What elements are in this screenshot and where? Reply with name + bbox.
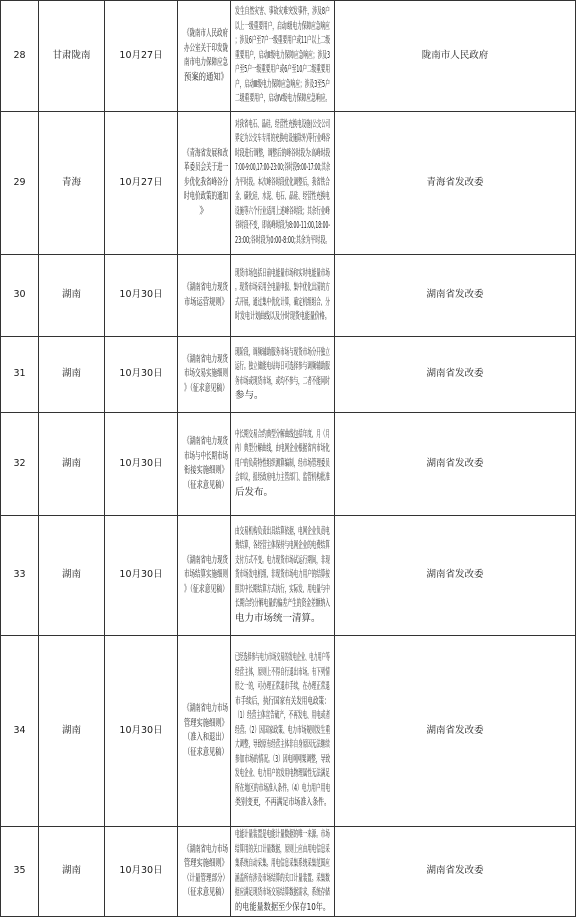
policy-content-cell xyxy=(231,1,335,112)
policy-content-cell xyxy=(231,636,335,827)
policy-content-line: 谷时段不变，即高峰时段为8:00-11:00,18:00- xyxy=(235,220,330,232)
policy-name-line: 《陇南市人民政府 xyxy=(184,28,229,39)
policy-name-line: 《青海省发展和改 xyxy=(184,147,229,159)
policy-name-cell xyxy=(178,636,231,827)
date-cell: 10月30日 xyxy=(105,636,178,827)
table-row xyxy=(1,112,576,255)
policy-name-cell xyxy=(178,516,231,636)
policy-name-line: （计量管理部分） xyxy=(184,872,229,884)
policy-content-line: 所在地区的市场准入条件。（4）电力用户用电 xyxy=(235,782,331,794)
policy-content-cell xyxy=(231,255,335,337)
policy-name-line: 》（征求意见稿） xyxy=(184,583,229,595)
date-cell: 10月30日 xyxy=(105,413,178,516)
policy-content-line: 户，启动Ⅲ级电力保障应急响应；涉及3至5户 xyxy=(235,78,330,90)
policy-content-line: 支付方式不变。电力现货市场试运行期间，非现 xyxy=(235,554,330,566)
policy-name-line: 办公室关于印发陇 xyxy=(184,42,229,54)
policy-name-cell xyxy=(178,337,231,413)
region-cell: 青海 xyxy=(39,112,105,255)
policy-content-line: 运行。独立储能电站每日可选择参与调频辅助服 xyxy=(235,361,330,372)
policy-content-line: 23:00;谷时段为0:00-8:00;其余为平时段。 xyxy=(235,234,331,246)
row-number-cell: 35 xyxy=(1,827,39,917)
policy-content-line: 长期合约分解电量的偏差产生的资金差额纳入 xyxy=(235,598,331,610)
policy-content-line: 据应满足现货市场交易结算数据需求，系统存储 xyxy=(235,887,330,898)
policy-content-line: 参与。 xyxy=(235,390,264,401)
policy-name-line: 市场结算实施细则 xyxy=(184,569,229,581)
table-row xyxy=(1,255,576,337)
policy-name-line: 《湖南省电力现货 xyxy=(184,554,229,566)
policy-name-line: 管理实施细则》 xyxy=(184,858,228,869)
policy-name-cell xyxy=(178,1,231,112)
issuer-cell: 青海省发改委 xyxy=(335,112,576,255)
policy-content-line: 户至5户一级重要用户或6户至10户二级重要用 xyxy=(235,64,331,76)
policy-content-line: 重要用户，启动Ⅱ级电力保障应急响应；涉及3 xyxy=(235,49,331,61)
policy-name-line: 市场与中长期市场 xyxy=(184,450,229,462)
policy-name-line: 《湖南省电力市场 xyxy=(184,843,229,855)
policy-content-line: 以上一级重要用户，启动Ⅰ级电力保障应急响应 xyxy=(235,20,330,32)
policy-content-line: 现阶段，调频辅助服务市场与现货市场分开独立 xyxy=(235,346,330,358)
table-row xyxy=(1,516,576,636)
policy-name-line: （准入和退出） xyxy=(184,732,228,743)
policy-content-line: 7:00-9:00,17:00-23:00;谷时段9:00-17:00;其余 xyxy=(235,162,331,174)
policy-name-line: 革委员会关于进一 xyxy=(184,162,229,174)
policy-name-line: 管理实施细则》 xyxy=(184,717,228,729)
policy-content-line: 后发布。 xyxy=(235,486,274,498)
policy-content-line: 费结算，各经营主体保持与电网企业的电费结算 xyxy=(235,540,330,552)
policy-name-cell xyxy=(178,112,231,255)
policy-content-cell xyxy=(231,413,335,516)
policy-content-line: 涵盖所有涉及市场结算的关口计量装置。采集数 xyxy=(235,872,330,884)
date-cell: 10月30日 xyxy=(105,827,178,917)
policy-content-line: 货市场发电机组、非现货市场电力用户的结算按 xyxy=(235,569,330,581)
policy-name-cell xyxy=(178,413,231,516)
policy-content-line: 。现货市场采用全电量申报、集中优化出清的方 xyxy=(235,282,330,293)
policy-name-cell xyxy=(178,827,231,917)
date-cell: 10月27日 xyxy=(105,112,178,255)
policy-content-line: 设施等六个行业适用上述峰谷时段；其余行业峰 xyxy=(235,205,330,217)
issuer-cell: 湖南省发改委 xyxy=(335,413,576,516)
policy-content-line: 现货市场包括日前电能量市场和实时电能量市场 xyxy=(235,267,330,279)
row-number-cell: 30 xyxy=(1,255,39,337)
policy-name-line: 市场运营规则》 xyxy=(184,296,228,308)
issuer-cell: 湖南省发改委 xyxy=(335,636,576,827)
policy-content-cell xyxy=(231,337,335,413)
policy-name-line: （征求意见稿） xyxy=(184,746,228,758)
policy-name-line: 》 xyxy=(199,205,209,217)
row-number-cell: 32 xyxy=(1,413,39,516)
row-number-cell: 29 xyxy=(1,112,39,255)
policy-content-line: 发生自然灾害、事故灾难突发事件，涉及8户 xyxy=(235,6,330,18)
policy-content-line: 结算用的关口计量数据，原则上应由用电信息采 xyxy=(235,843,330,855)
policy-content-line: 形之一的，可办理正常退市手续，在办理正常退 xyxy=(235,681,330,693)
policy-content-line: 已经选择参与电力市场交易的发电企业、电力用户等 xyxy=(235,652,330,664)
policy-content-line: 对我省电石、晶硅、经营性充换电设施(公交公司 xyxy=(235,118,331,130)
policy-content-line: 金、碳化硅、水泥、电石、晶硅、经营性充换电 xyxy=(235,191,330,203)
issuer-cell: 湖南省发改委 xyxy=(335,255,576,337)
policy-content-line: 发电企业、电力用户的发用电物理属性无法满足 xyxy=(235,768,330,780)
date-cell: 10月30日 xyxy=(105,337,178,413)
policy-content-line: 时发电计划曲线以及分时现货电能量价格。 xyxy=(235,311,330,322)
region-cell: 湖南 xyxy=(39,516,105,636)
policy-name-line: 》（征求意见稿） xyxy=(184,382,229,394)
issuer-cell: 陇南市人民政府 xyxy=(335,1,576,112)
policy-name-line: 预案的通知》 xyxy=(184,71,229,83)
row-number-cell: 31 xyxy=(1,337,39,413)
row-number-cell: 28 xyxy=(1,1,39,112)
policy-table-body xyxy=(1,1,576,917)
policy-name-line: （征求意见稿） xyxy=(184,887,228,898)
date-cell: 10月27日 xyxy=(105,1,178,112)
region-cell: 湖南 xyxy=(39,636,105,827)
policy-content-line: 界定为公交车专用的充换电设施除外)等行业峰谷 xyxy=(235,133,331,145)
policy-content-line: 参加市场的情况。（3）因电网网架调整，导致 xyxy=(235,753,331,765)
table-row xyxy=(1,337,576,413)
policy-name-line: 《湖南省电力现货 xyxy=(184,282,229,293)
policy-name-cell xyxy=(178,255,231,337)
policy-content-line: ；涉及6户至7户一级重要用户或11户以上二级 xyxy=(235,35,331,47)
policy-content-line: 类别变更，不再满足市场准入条件。 xyxy=(235,797,331,809)
policy-name-line: 步优化我省峰谷分 xyxy=(184,176,229,188)
policy-name-line: 《湖南省电力现货 xyxy=(184,436,229,447)
policy-content-cell xyxy=(231,827,335,917)
policy-content-line: 集系统自动采集。用电信息采集系统采集范围应 xyxy=(235,858,330,869)
policy-content-line: 用户的负荷特性组织测算编制，经市场管理委员 xyxy=(235,457,330,469)
table-row xyxy=(1,636,576,827)
table-row xyxy=(1,1,576,112)
policy-content-line: 由交易机构负责出具结算依据，电网企业负责电 xyxy=(235,525,330,537)
policy-content-line: 照其中长期结算方式执行，实际发、用电量与中 xyxy=(235,583,330,595)
date-cell: 10月30日 xyxy=(105,255,178,337)
policy-content-line: 的电能量数据至少保存10年。 xyxy=(235,901,331,913)
table-row xyxy=(1,827,576,917)
table-row xyxy=(1,413,576,516)
region-cell: 湖南 xyxy=(39,337,105,413)
date-cell: 10月30日 xyxy=(105,516,178,636)
issuer-cell: 湖南省发改委 xyxy=(335,337,576,413)
policy-content-line: （1）经营主体宣告破产，不再发电、用电或者 xyxy=(235,710,331,722)
policy-content-line: 务市场或现货市场，或均不参与，二者不能同时 xyxy=(235,375,330,387)
region-cell: 湖南 xyxy=(39,413,105,516)
policy-content-line: 会审议，报经政府电力主管部门、监管机构批准 xyxy=(235,472,330,484)
policy-content-line: 市手续后，执行国家有关发用电政策： xyxy=(235,695,330,707)
policy-content-cell xyxy=(231,516,335,636)
policy-name-line: 《湖南省电力市场 xyxy=(184,703,229,714)
region-cell: 湖南 xyxy=(39,255,105,337)
row-number-cell: 34 xyxy=(1,636,39,827)
policy-content-line: 经营。（2）因国家政策、电力市场规则发生重 xyxy=(235,724,331,736)
policy-content-cell xyxy=(231,112,335,255)
row-number-cell: 33 xyxy=(1,516,39,636)
policy-name-line: 《湖南省电力现货 xyxy=(184,353,229,365)
policy-name-line: 衔接实施细则》 xyxy=(184,465,228,476)
policy-content-line: 电力市场统一清算。 xyxy=(235,612,321,624)
policy-name-line: 市场交易实施细则 xyxy=(184,368,229,380)
policy-content-line: 经营主体，原则上不得自行退出市场。有下列情 xyxy=(235,666,330,678)
policy-name-line: （征求意见稿） xyxy=(184,479,228,491)
issuer-cell: 湖南省发改委 xyxy=(335,516,576,636)
policy-name-line: 南市电力保障应急 xyxy=(184,57,229,68)
policy-content-line: 式开展，通过集中优化计算，确定机组组合、分 xyxy=(235,296,330,308)
region-cell: 湖南 xyxy=(39,827,105,917)
policy-content-line: 时段进行调整，调整后的峰谷时段为:高峰时段 xyxy=(235,147,331,159)
policy-content-line: 中长期交易合约典型分解曲线包括年度、月（月 xyxy=(235,428,330,440)
region-cell: 甘肃陇南 xyxy=(39,1,105,112)
issuer-cell: 湖南省发改委 xyxy=(335,827,576,917)
policy-content-line: 二级重要用户，启动Ⅳ级电力保障应急响应。 xyxy=(235,93,331,105)
policy-content-line: 电能计量装置是电能计量数据的唯一来源。市场 xyxy=(235,829,330,840)
policy-name-line: 时电价政策的通知 xyxy=(184,191,229,203)
policy-content-line: 内）典型分解曲线，由电网企业根据省内市场化 xyxy=(235,443,330,455)
policy-content-line: 大调整，导致原有经营主体非自身原因无法继续 xyxy=(235,739,330,751)
policy-content-line: 为平时段。本次峰谷时段优化调整后，我省铁合 xyxy=(235,176,330,188)
